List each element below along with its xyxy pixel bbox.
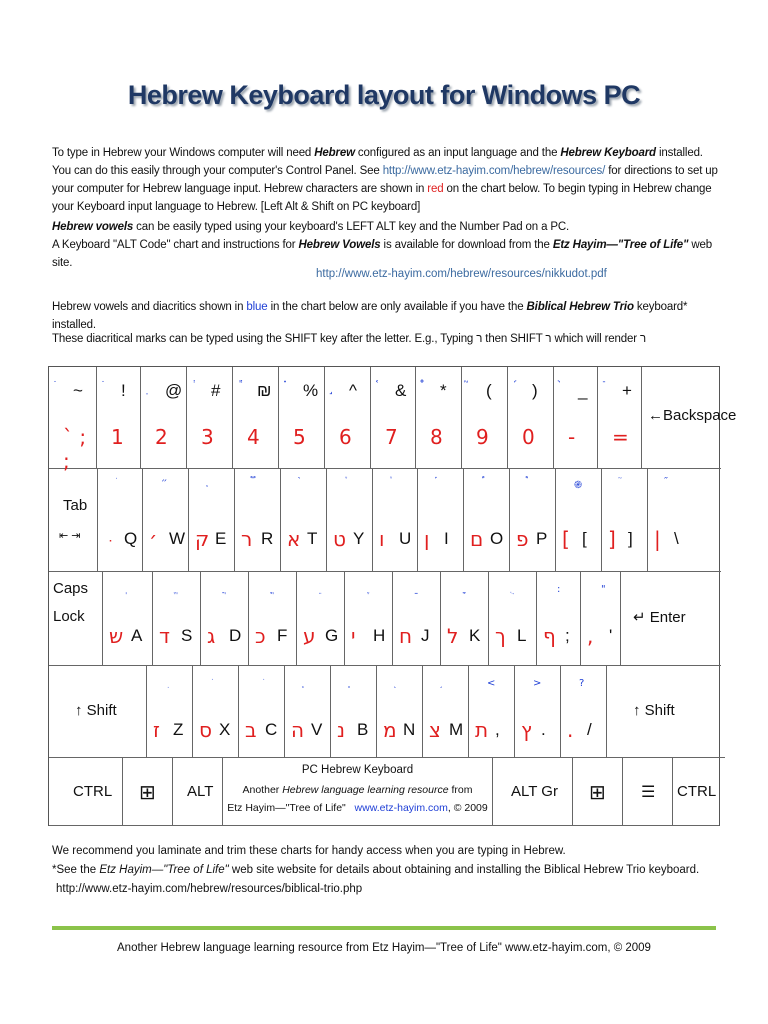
intro-paragraph-4: These diacritical marks can be typed using the SHIFT key after the letter. E.g., Typing ר then SHIFT ר which will render ר <box>52 333 646 345</box>
key-number-5: % 5 <box>279 367 325 469</box>
key-shift-row-11: ↑ Shift <box>607 666 725 758</box>
key-number-10: ) 0 <box>508 367 554 469</box>
key-qwerty-4: ר R <box>235 469 281 572</box>
biblical-trio-link[interactable]: http://www.etz-hayim.com/hebrew/resources/biblical-trio.php <box>56 883 363 895</box>
key-qwerty-12: ] ] <box>602 469 648 572</box>
key-qwerty-9: ם O <box>464 469 510 572</box>
key-number-13: ←Backspace <box>642 367 721 469</box>
key-shift-row-7: צ M <box>423 666 469 758</box>
key-alt: ALT <box>173 758 223 826</box>
windows-icon: ⊞ <box>589 782 606 804</box>
key-home-1: ש A <box>103 572 153 666</box>
keyboard-row-shift <box>49 666 725 758</box>
resources-link[interactable]: http://www.etz-hayim.com/hebrew/resources/ <box>382 165 606 177</box>
key-number-0: ~ ` ; ; <box>49 367 97 469</box>
footer-notes: We recommend you laminate and trim these charts for handy access when you are typing in Hebrew. *See the Etz Hayim—"Tree of Life" web site website for details about obtaining and installing the Biblical Hebrew Trio keyboard. http://www.etz-hayim.com/hebrew/resources/biblical-trio.php <box>52 842 732 899</box>
key-ctrl-left: CTRL <box>49 758 123 826</box>
key-number-4: ₪ 4 <box>233 367 279 469</box>
key-space: PC Hebrew Keyboard Another Hebrew language learning resource from Etz Hayim—"Tree of Life" www.etz-hayim.com, © 2009 <box>223 758 493 826</box>
key-home-10: : ף ; <box>537 572 581 666</box>
windows-icon: ⊞ <box>139 782 156 804</box>
key-home-7: ח J <box>393 572 441 666</box>
key-number-12: + = <box>598 367 642 469</box>
intro-paragraph-1: To type in Hebrew your Windows computer will need Hebrew configured as an input language and the Hebrew Keyboard installed. You can do this easily through your computer's Control Panel. See http://www.etz-hayim.com/hebrew/resources/ for directions to set up your computer for Hebrew language input. Hebrew characters are shown in red on the chart below. To begin typing in Hebrew change your Keyboard input language to Hebrew. [Left Alt & Shift on PC keyboard] <box>52 147 718 213</box>
key-shift-row-5: נ B <box>331 666 377 758</box>
key-number-2: @ 2 <box>141 367 187 469</box>
key-home-0: Caps Lock <box>49 572 103 666</box>
key-qwerty-1: Q <box>98 469 143 572</box>
key-home-9: ך L <box>489 572 537 666</box>
key-windows-right <box>573 758 623 826</box>
key-qwerty-13: | \ <box>648 469 721 572</box>
key-home-3: ג D <box>201 572 249 666</box>
intro-paragraph-3: Hebrew vowels and diacritics shown in blue in the chart below are only available if you have the Biblical Hebrew Trio keyboard* installed. <box>52 301 688 331</box>
key-qwerty-6: ט Y <box>327 469 373 572</box>
key-shift-row-10: ? . / <box>561 666 607 758</box>
site-link[interactable]: www.etz-hayim.com <box>354 802 448 814</box>
keyboard-chart <box>48 366 737 826</box>
key-number-7: & 7 <box>371 367 416 469</box>
key-shift-row-1: ז Z <box>147 666 193 758</box>
key-qwerty-11: ֎ [ [ <box>556 469 602 572</box>
key-qwerty-2: ״ ׳ W <box>143 469 189 572</box>
key-home-11: " , ' <box>581 572 621 666</box>
key-qwerty-10: פ P <box>510 469 556 572</box>
key-shift-row-8: < ת , <box>469 666 515 758</box>
key-home-2: ד S <box>153 572 201 666</box>
page-title: Hebrew Keyboard layout for Windows PC <box>127 80 641 110</box>
key-shift-row-0: ↑ Shift <box>49 666 147 758</box>
menu-icon: ☰ <box>641 784 656 801</box>
tab-arrows-icon: ⇤ ⇥ <box>59 530 81 542</box>
key-ctrl-right: CTRL <box>673 758 719 826</box>
key-home-4: כ F <box>249 572 297 666</box>
key-qwerty-8: ן I <box>418 469 464 572</box>
key-home-6: י H <box>345 572 393 666</box>
key-number-6: ^ 6 <box>325 367 371 469</box>
keyboard-row-bottom <box>49 758 719 826</box>
key-qwerty-5: א T <box>281 469 327 572</box>
key-home-12: ↵ Enter <box>621 572 721 666</box>
divider <box>52 926 716 930</box>
key-shift-row-2: ס X <box>193 666 239 758</box>
footer-credit: Another Hebrew language learning resource from Etz Hayim—"Tree of Life" www.etz-hayim.com, © 2009 <box>117 942 651 954</box>
key-number-8: * 8 <box>416 367 462 469</box>
key-home-8: ל K <box>441 572 489 666</box>
key-number-3: # 3 <box>187 367 233 469</box>
key-shift-row-9: > ץ . <box>515 666 561 758</box>
key-number-11: _ - <box>554 367 598 469</box>
key-number-9: ( 9 <box>462 367 508 469</box>
keyboard-row-home <box>49 572 721 666</box>
key-shift-row-4: ה V <box>285 666 331 758</box>
key-shift-row-6: מ N <box>377 666 423 758</box>
key-number-1: ! 1 <box>97 367 141 469</box>
key-qwerty-0: Tab ⇤ ⇥ <box>49 469 98 572</box>
keyboard-row-numbers <box>49 367 737 473</box>
key-home-5: ע G <box>297 572 345 666</box>
key-menu <box>623 758 673 826</box>
intro-paragraph-2: Hebrew vowels can be easily typed using your keyboard's LEFT ALT key and the Number Pad on a PC. A Keyboard "ALT Code" chart and instructions for Hebrew Vowels is available for download from the Etz Hayim—"Tree of Life" web site. <box>52 221 713 269</box>
key-qwerty-3: ק E <box>189 469 235 572</box>
key-altgr: ALT Gr <box>493 758 573 826</box>
key-windows-left <box>123 758 173 826</box>
key-qwerty-7: ו U <box>373 469 418 572</box>
keyboard-row-qwerty <box>49 469 721 572</box>
key-shift-row-3: ב C <box>239 666 285 758</box>
nikkudot-link[interactable]: http://www.etz-hayim.com/hebrew/resources/nikkudot.pdf <box>316 268 607 280</box>
